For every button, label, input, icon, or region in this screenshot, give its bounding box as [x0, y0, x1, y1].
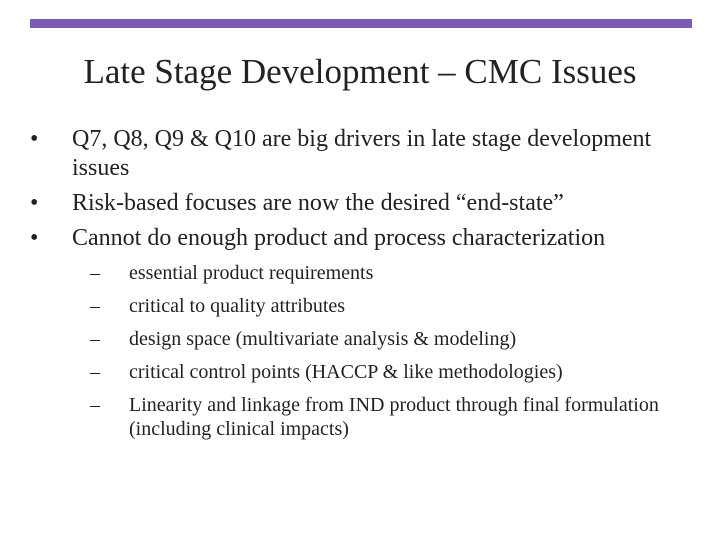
bullet-text: Q7, Q8, Q9 & Q10 are big drivers in late stage development issues [72, 126, 652, 181]
dash-marker: – [90, 394, 100, 416]
bullet-item [26, 125, 706, 183]
sub-bullet-item [90, 261, 706, 285]
bullet-text: Risk-based focuses are now the desired “end-state” [72, 190, 564, 216]
sub-bullet-item [90, 360, 706, 384]
sub-bullet-item [90, 327, 706, 351]
sub-bullet-text: critical control points (HACCP & like methodologies) [129, 361, 563, 383]
sub-bullet-text: critical to quality attributes [129, 295, 346, 317]
dash-marker: – [90, 295, 100, 317]
bullet-marker: • [30, 190, 39, 216]
bullet-list [26, 125, 706, 450]
sub-bullet-list [26, 261, 706, 441]
bullet-marker: • [30, 225, 39, 251]
bullet-text: Cannot do enough product and process characterization [72, 225, 606, 251]
slide-title: Late Stage Development – CMC Issues [83, 52, 637, 91]
title-accent-bar [30, 19, 692, 28]
dash-marker: – [90, 262, 100, 284]
bullet-item [26, 224, 706, 253]
sub-bullet-text: design space (multivariate analysis & modeling) [129, 328, 517, 350]
sub-bullet-text: Linearity and linkage from IND product through final formulation (including clinical impacts) [129, 394, 659, 440]
dash-marker: – [90, 328, 100, 350]
bullet-item [26, 189, 706, 218]
sub-bullet-item [90, 294, 706, 318]
bullet-marker: • [30, 126, 39, 152]
dash-marker: – [90, 361, 100, 383]
sub-bullet-text: essential product requirements [129, 262, 374, 284]
sub-bullet-item [90, 393, 706, 441]
